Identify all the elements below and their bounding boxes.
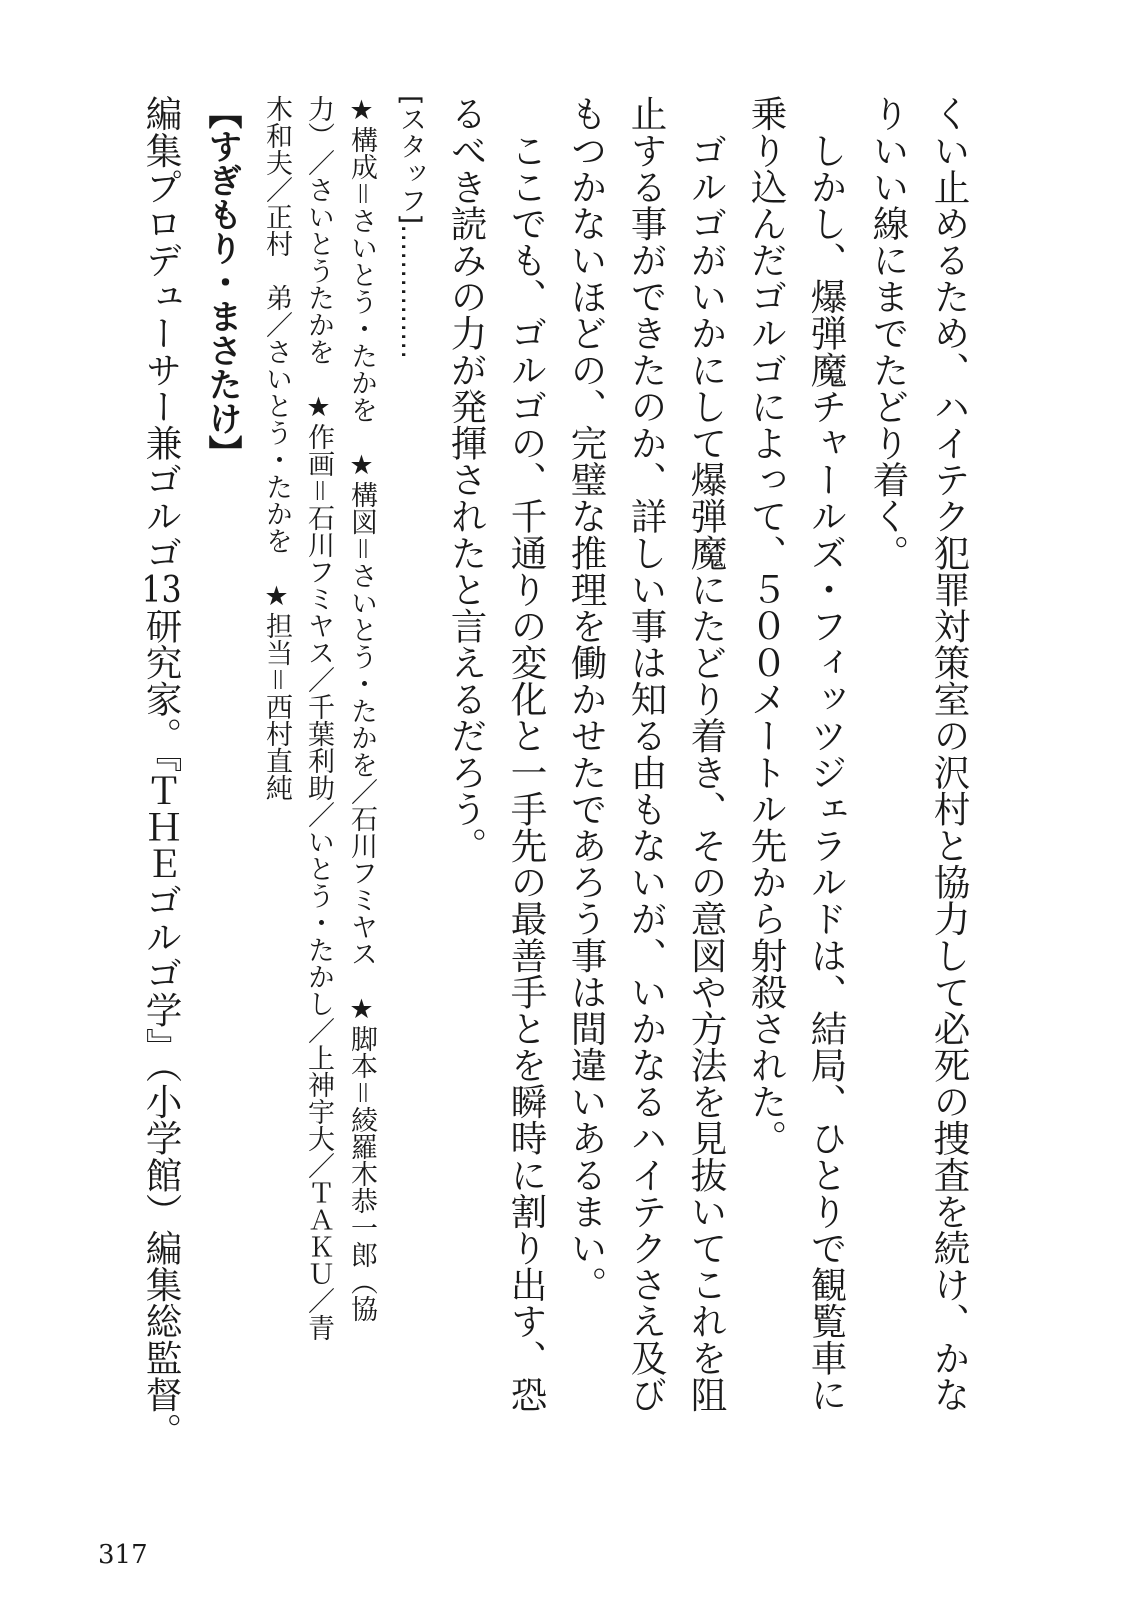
body-column-6: 止する事ができたのか、詳しい事は知る由もないが、いかなるハイテクさえ及び — [625, 95, 668, 1413]
body-column-3: しかし、爆弾魔チャールズ・フィッツジェラルドは、結局、ひとりで観覧車に — [805, 95, 848, 1413]
author-bio-part-2: 研究家。『ＴＨＥゴルゴ学』（小学館）編集総監督。 — [140, 607, 183, 1449]
body-column-9: るべき読みの力が発揮されたと言えるだろう。 — [445, 95, 488, 864]
staff-line-2: 力）／さいとうたかを ★作画＝石川フミヤス／千葉利助／いとう・たかし／上神宇大／ＴＡＫＵ／青 — [303, 95, 334, 1341]
body-column-8: ここでも、ゴルゴの、千通りの変化と一手先の最善手とを瞬時に割り出す、恐 — [505, 95, 548, 1413]
staff-header: [スタッフ]…………… — [395, 95, 426, 360]
author-bio-number: 13 — [141, 570, 182, 608]
body-column-2: りいい線にまでたどり着く。 — [867, 95, 910, 571]
body-column-5: ゴルゴがいかにして爆弾魔にたどり着き、その意図や方法を見抜いてこれを阻 — [685, 95, 728, 1413]
author-heading: 【すぎもり・まさたけ】 — [202, 95, 242, 469]
body-column-1: くい止めるため、ハイテク犯罪対策室の沢村と協力して必死の捜査を続け、かな — [928, 95, 971, 1413]
author-bio-part-1: 編集プロデューサー兼ゴルゴ — [140, 95, 183, 571]
staff-line-3: 木和夫／正村 弟／さいとう・たかを ★担当＝西村直純 — [261, 95, 292, 801]
body-column-4: 乗り込んだゴルゴによって、５００メートル先から射殺された。 — [745, 95, 788, 1157]
author-bio — [135, 95, 183, 1449]
staff-line-1: ★構成＝さいとう・たかを ★構図＝さいとう・たかを／石川フミヤス ★脚本＝綾羅木恭一郎（協 — [346, 95, 377, 1322]
body-column-7: もつかないほどの、完璧な推理を働かせたであろう事は間違いあるまい。 — [565, 95, 608, 1303]
page-number: 317 — [98, 1540, 148, 1570]
